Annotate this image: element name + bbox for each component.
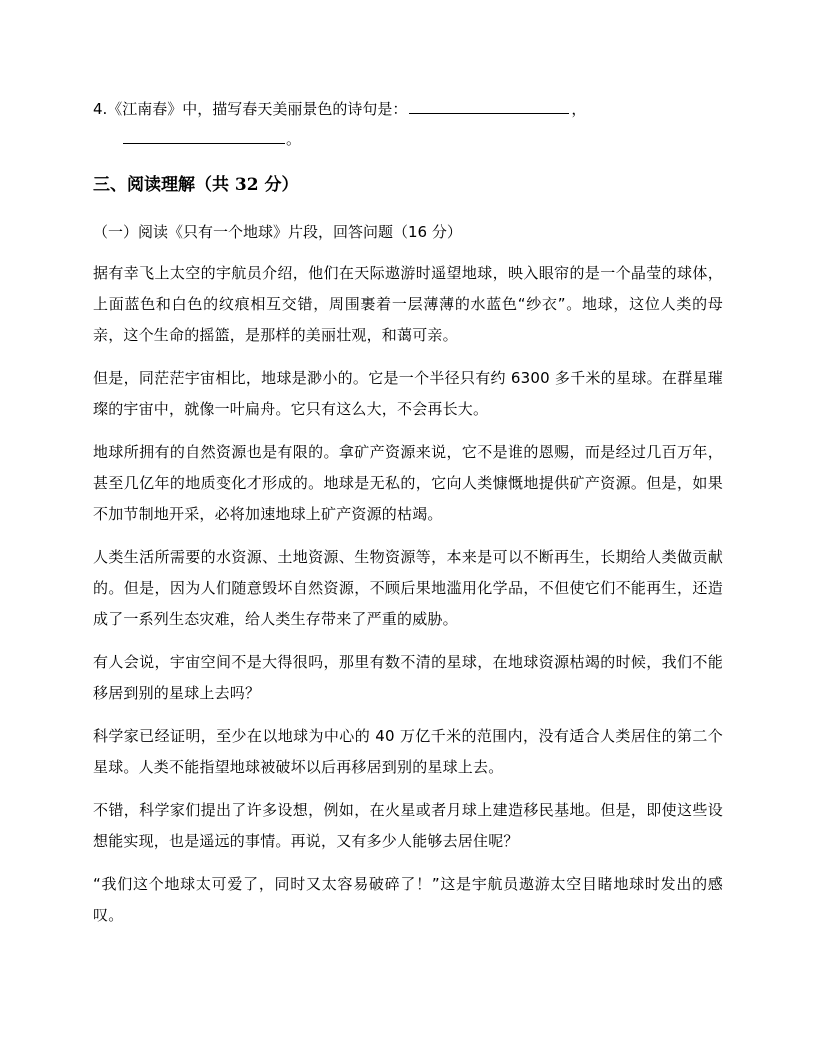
question-4 (93, 96, 733, 122)
question-4-separator: ， (571, 100, 587, 118)
passage-paragraph: 但是，同茫茫宇宙相比，地球是渺小的。它是一个半径只有约 6300 多千米的星球。在群星璀璨的宇宙中，就像一叶扁舟。它只有这么大，不会再长大。 (93, 369, 723, 418)
passage-paragraph: “我们这个地球太可爱了，同时又太容易破碎了！”这是宇航员遨游太空目睹地球时发出的感叹。 (93, 875, 723, 924)
question-4-text: 4.《江南春》中，描写春天美丽景色的诗句是： (93, 100, 408, 118)
answer-blank-1[interactable] (409, 97, 569, 114)
reading-subtitle: （一）阅读《只有一个地球》片段，回答问题（16 分） (93, 223, 462, 241)
passage-paragraph: 科学家已经证明，至少在以地球为中心的 40 万亿千米的范围内，没有适合人类居住的第二个星球。人类不能指望地球被破坏以后再移居到别的星球上去。 (93, 727, 723, 776)
question-4-end: 。 (286, 130, 302, 148)
passage-paragraph: 有人会说，宇宙空间不是大得很吗，那里有数不清的星球，在地球资源枯竭的时候，我们不能移居到别的星球上去吗？ (93, 653, 723, 702)
reading-passage (93, 258, 723, 943)
passage-paragraph: 不错，科学家们提出了许多设想，例如，在火星或者月球上建造移民基地。但是，即使这些设想能实现，也是遥远的事情。再说，又有多少人能够去居住呢？ (93, 801, 723, 850)
passage-paragraph: 据有幸飞上太空的宇航员介绍，他们在天际遨游时遥望地球，映入眼帘的是一个晶莹的球体，上面蓝色和白色的纹痕相互交错，周围裹着一层薄薄的水蓝色“纱衣”。地球，这位人类的母亲，这个生命的摇篮，是那样的美丽壮观，和蔼可亲。 (93, 264, 723, 344)
answer-blank-2[interactable] (123, 127, 285, 144)
passage-paragraph: 人类生活所需要的水资源、土地资源、生物资源等，本来是可以不断再生，长期给人类做贡献的。但是，因为人们随意毁坏自然资源，不顾后果地滥用化学品，不但使它们不能再生，还造成了一系列生态灾难，给人类生存带来了严重的威胁。 (93, 548, 723, 628)
section-title: 三、阅读理解（共 32 分） (93, 175, 299, 195)
passage-paragraph: 地球所拥有的自然资源也是有限的。拿矿产资源来说，它不是谁的恩赐，而是经过几百万年，甚至几亿年的地质变化才形成的。地球是无私的，它向人类慷慨地提供矿产资源。但是，如果不加节制地开采，必将加速地球上矿产资源的枯竭。 (93, 443, 723, 523)
question-4-line-2 (123, 126, 301, 152)
